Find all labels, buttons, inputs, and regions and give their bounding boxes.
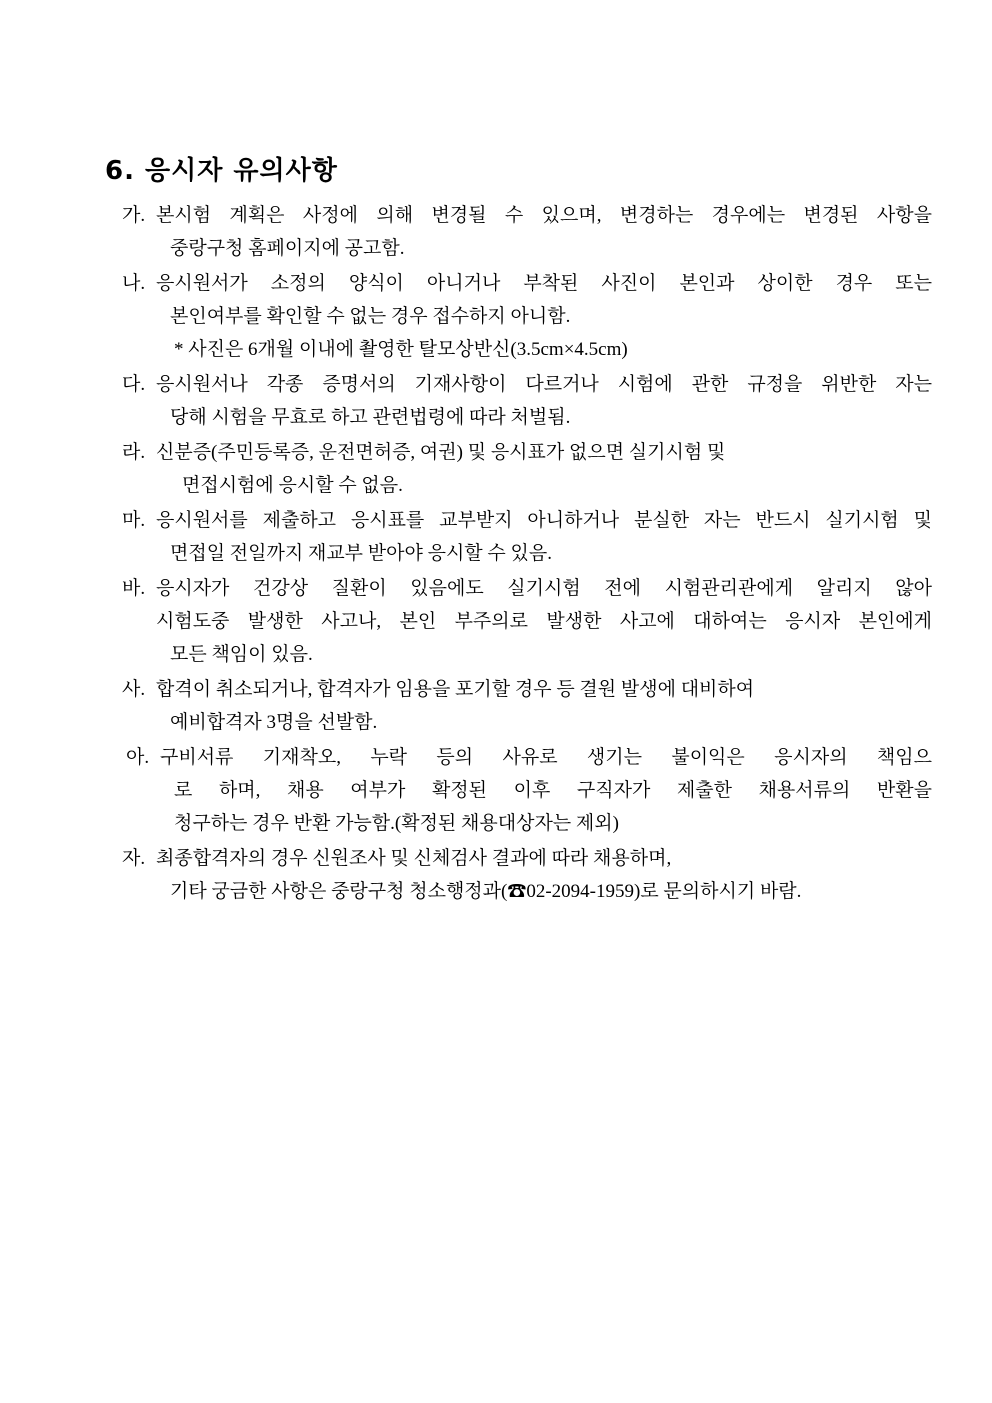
list-marker: 다. (122, 374, 146, 395)
text-line: 예비합격자 3명을 선발함. (170, 712, 378, 733)
text-line: 합격이 취소되거나, 합격자가 임용을 포기할 경우 등 결원 발생에 대비하여 (156, 679, 755, 700)
text-line: 구비서류 기재착오, 누락 등의 사유로 생기는 불이익은 응시자의 책임으 (160, 747, 932, 768)
text-line: 응시원서가 소정의 양식이 아니거나 부착된 사진이 본인과 상이한 경우 또는 (156, 273, 932, 294)
list-item-body (156, 673, 932, 739)
text-line-note: * 사진은 6개월 이내에 촬영한 탈모상반신(3.5cm×4.5cm) (174, 339, 628, 360)
list-marker: 바. (122, 578, 146, 599)
list-item-body (156, 572, 932, 671)
text-line: 중랑구청 홈페이지에 공고함. (170, 238, 405, 259)
list-item (60, 436, 932, 502)
notice-list (60, 199, 932, 908)
text-line-contact: 기타 궁금한 사항은 중랑구청 청소행정과(☎02-2094-1959)로 문의하시기 바람. (170, 881, 802, 902)
list-marker: 사. (122, 679, 146, 700)
text-line: 본시험 계획은 사정에 의해 변경될 수 있으며, 변경하는 경우에는 변경된 사항을 (156, 205, 932, 226)
list-item-body (156, 842, 932, 908)
list-item-body (156, 267, 932, 366)
text-line: 본인여부를 확인할 수 없는 경우 접수하지 아니함. (170, 306, 571, 327)
list-item-body (156, 199, 932, 265)
page-title: 6. 응시자 유의사항 (105, 156, 338, 186)
text-line: 모든 책임이 있음. (170, 644, 313, 665)
list-marker: 마. (122, 510, 146, 531)
list-marker: 라. (122, 442, 146, 463)
list-item (60, 572, 932, 671)
text-line: 당해 시험을 무효로 하고 관련법령에 따라 처벌됨. (170, 407, 571, 428)
list-item (60, 842, 932, 908)
list-marker: 아. (126, 747, 150, 768)
list-item-body (156, 504, 932, 570)
text-line: 응시원서나 각종 증명서의 기재사항이 다르거나 시험에 관한 규정을 위반한 자는 (156, 374, 932, 395)
text-line: 응시원서를 제출하고 응시표를 교부받지 아니하거나 분실한 자는 반드시 실기시험 및 (156, 510, 932, 531)
list-item (60, 673, 932, 739)
list-item (60, 741, 932, 840)
list-item (60, 368, 932, 434)
text-line: 응시자가 건강상 질환이 있음에도 실기시험 전에 시험관리관에게 알리지 않아 (156, 578, 932, 599)
text-line: 면접시험에 응시할 수 없음. (182, 475, 403, 496)
list-item-body (156, 368, 932, 434)
text-line: 로 하며, 채용 여부가 확정된 이후 구직자가 제출한 채용서류의 반환을 (174, 780, 932, 801)
text-line: 청구하는 경우 반환 가능함.(확정된 채용대상자는 제외) (174, 813, 619, 834)
list-item (60, 199, 932, 265)
text-line: 최종합격자의 경우 신원조사 및 신체검사 결과에 따라 채용하며, (156, 848, 672, 869)
list-item-body (156, 436, 932, 502)
list-item-body (160, 741, 932, 840)
list-item (60, 504, 932, 570)
text-line: 시험도중 발생한 사고나, 본인 부주의로 발생한 사고에 대하여는 응시자 본인에게 (156, 611, 932, 632)
list-marker: 가. (122, 205, 146, 226)
text-line: 신분증(주민등록증, 운전면허증, 여권) 및 응시표가 없으면 실기시험 및 (156, 442, 726, 463)
list-marker: 나. (122, 273, 146, 294)
text-line: 면접일 전일까지 재교부 받아야 응시할 수 있음. (170, 543, 552, 564)
list-marker: 자. (122, 848, 146, 869)
list-item (60, 267, 932, 366)
